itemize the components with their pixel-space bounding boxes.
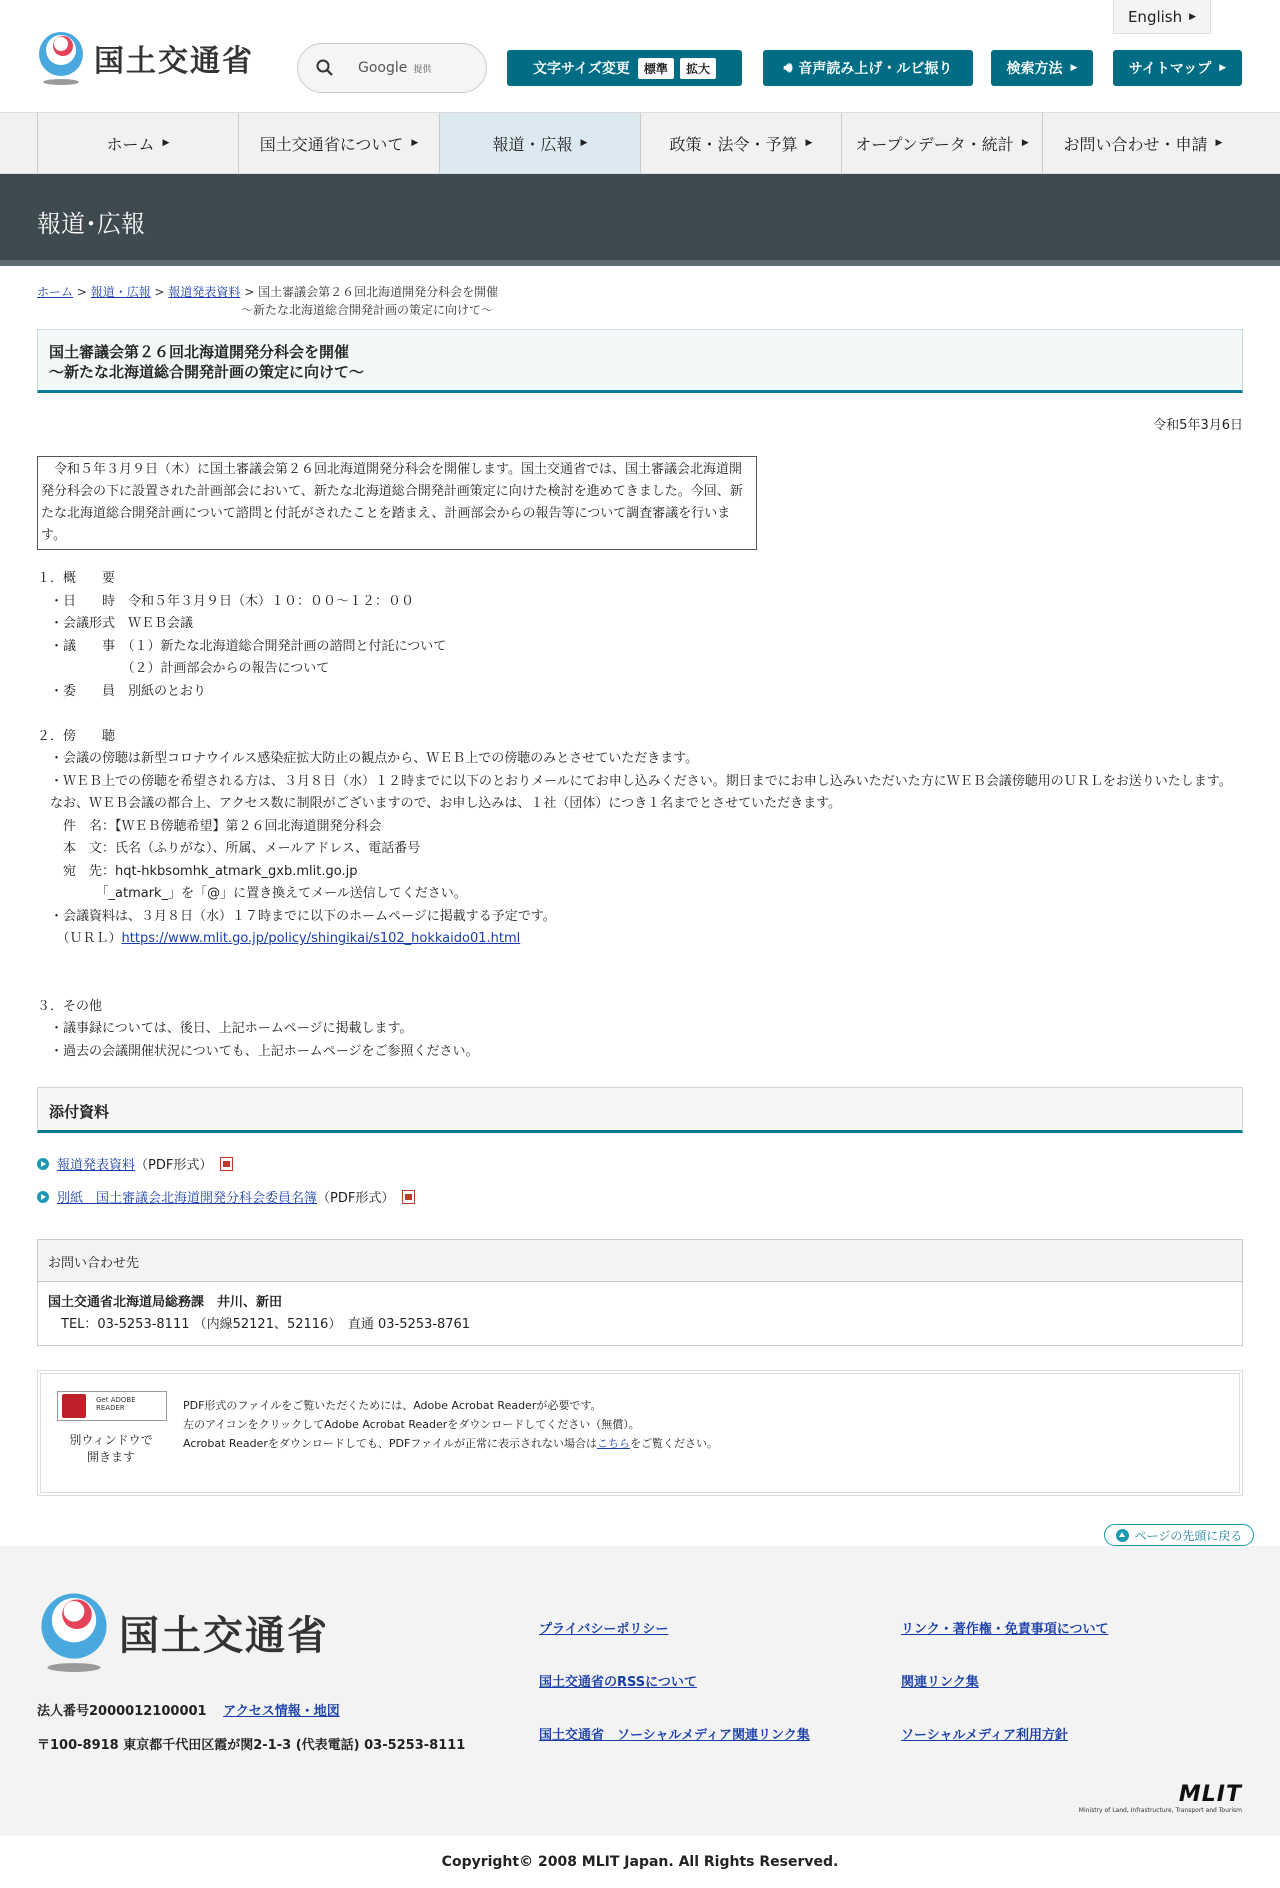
nav-policy[interactable] <box>640 113 841 173</box>
sitemap-button[interactable] <box>1113 50 1242 86</box>
font-size-label: 文字サイズ変更 <box>533 61 630 77</box>
contact-heading: お問い合わせ先 <box>38 1240 1242 1282</box>
footer-link-social[interactable]: 国土交通省 ソーシャルメディア関連リンク集 <box>539 1728 810 1743</box>
adobe-badge-text: Get ADOBE READER <box>96 1396 136 1412</box>
breadcrumb-home[interactable]: ホーム <box>37 285 74 299</box>
nav-opendata[interactable] <box>841 113 1042 173</box>
attachment-item <box>37 1154 233 1173</box>
footer-link-related[interactable]: 関連リンク集 <box>901 1675 979 1690</box>
contact-org: 国土交通省北海道局総務課 井川、新田 <box>48 1295 283 1310</box>
search-method-button[interactable] <box>991 50 1093 86</box>
triangle-right-icon: ▶ <box>1215 138 1223 148</box>
breadcrumb-current: 国土審議会第２６回北海道開発分科会を開催 <box>258 285 499 299</box>
arrow-up-icon <box>1116 1529 1129 1542</box>
release-date: 令和5年3月6日 <box>1153 418 1243 433</box>
arrow-bullet-icon <box>37 1158 49 1170</box>
search-method-label: 検索方法 <box>1006 61 1063 77</box>
breadcrumb: ホーム > 報道・広報 > 報道発表資料 > 国土審議会第２６回北海道開発分科会を開催 ～新たな北海道総合開発計画の策定に向けて～ <box>37 283 597 319</box>
nav-press[interactable] <box>439 113 640 173</box>
acrobat-line-2: 左のアイコンをクリックしてAdobe Acrobat Readerをダウンロードしてください（無償）。 <box>183 1418 640 1431</box>
pdf-icon <box>220 1157 233 1171</box>
nav-label: 政策・法令・予算 <box>669 134 798 154</box>
footer-link-copyright[interactable]: リンク・著作権・免責事項について <box>901 1622 1109 1637</box>
voice-label: 音声読み上げ・ルビ振り <box>798 61 953 77</box>
global-nav <box>0 112 1280 174</box>
attachments-heading: 添付資料 <box>37 1087 1243 1133</box>
nav-label: 報道・広報 <box>492 134 573 154</box>
lead-paragraph: 令和５年３月９日（木）に国土審議会第２６回北海道開発分科会を開催します。国土交通省では、国土審議会北海道開発分科会の下に設置された計画部会において、新たな北海道総合開発計画策定に向けた検討を進めてきました。今回、新たな北海道総合開発計画について諮問と付託がされたことを踏まえ、計画部会からの報告等について調査審議を行います。 <box>37 456 757 550</box>
access-map-link[interactable]: アクセス情報・地図 <box>223 1704 340 1719</box>
mlit-emblem-icon <box>37 1590 111 1674</box>
triangle-right-icon: ▶ <box>411 138 419 148</box>
footer-link-rss[interactable]: 国土交通省のRSSについて <box>539 1675 697 1690</box>
nav-label: オープンデータ・統計 <box>855 134 1014 154</box>
footer-link-privacy[interactable]: プライバシーポリシー <box>539 1622 669 1637</box>
new-window-line-1: 別ウィンドウで <box>69 1433 153 1447</box>
acrobat-text <box>183 1396 718 1453</box>
adobe-icon <box>62 1394 86 1418</box>
site-header <box>0 0 1280 112</box>
page-title: 報道･広報 <box>37 210 145 238</box>
font-standard-button[interactable]: 標準 <box>638 58 674 79</box>
body-section-3: ３．その他 ・議事録については、後日、上記ホームページに掲載します。 ・過去の会議開催状況についても、上記ホームページをご参照ください。 <box>37 998 479 1059</box>
font-size-control <box>507 50 742 86</box>
attachment-format: （PDF形式） <box>135 1158 213 1173</box>
breadcrumb-releases[interactable]: 報道発表資料 <box>168 285 241 299</box>
body-section-1-2: １．概 要 ・日 時 令和５年３月９日（木）１０：００～１２：００ ・会議形式 ＷＥＢ会議 ・議 事 （１）新たな北海道総合開発計画の諮問と付託について （２）計画部会からの報告について ・委 員 別紙のとおり ２．傍 聴 ・会議の傍聴は新型コロナウイルス感染症拡大防止の観点から、ＷＥＢ上での傍聴のみとさせていただきます。 ・ＷＥＢ上での傍聴を希望される方は、３月８日（水）１２時までに以下のとおりメールにてお申し込みください。期日までにお申し込みいただいた方にＷＥＢ会議傍聴用のＵＲＬをお送りいたします。 なお、ＷＥＢ会議の都合上、アクセス数に制限がございますので、お申し込みは、１社（団体）につき１名までとさせていただきます。 件 名：【ＷＥＢ傍聴希望】第２６回北海道開発分科会 本 文：氏名（ふりがな）、所属、メールアドレス、電話番号 宛 先：hqt-hkbsomhk_atmark_gxb.mlit.go.jp 「_atmark_」を「@」に置き換えてメール送信してください。 ・会議資料は、３月８日（水）１７時までに以下のホームページに掲載する予定です。 （ＵＲＬ） <box>37 571 1232 946</box>
arrow-bullet-icon <box>37 1191 49 1203</box>
attachment-link-press-release[interactable]: 報道発表資料 <box>57 1158 136 1173</box>
triangle-right-icon: ▶ <box>580 138 588 148</box>
site-footer <box>0 1546 1280 1836</box>
triangle-right-icon: ▶ <box>1219 63 1227 73</box>
footer-address: 〒100-8918 東京都千代田区霞が関2-1-3 (代表電話) 03-5253-8111 <box>37 1738 466 1753</box>
triangle-right-icon: ▶ <box>1070 63 1078 73</box>
search-placeholder: Google 提供 <box>358 60 432 76</box>
footer-logo-text: 国土交通省 <box>119 1612 329 1659</box>
search-input[interactable] <box>297 43 487 93</box>
page-title-band <box>0 174 1280 266</box>
back-to-top-button[interactable] <box>1104 1524 1254 1546</box>
acrobat-notice <box>37 1370 1243 1496</box>
speaker-icon: 🔊︎ <box>783 60 793 76</box>
copyright: Copyright© 2008 MLIT Japan. All Rights Reserved. <box>0 1836 1280 1888</box>
nav-contact[interactable] <box>1042 113 1243 173</box>
article-title-line-1: 国土審議会第２６回北海道開発分科会を開催 <box>49 343 350 361</box>
nav-home[interactable] <box>37 113 238 173</box>
back-to-top-label: ページの先頭に戻る <box>1134 1528 1243 1543</box>
english-link[interactable] <box>1113 0 1211 34</box>
nav-about[interactable] <box>238 113 439 173</box>
voice-ruby-button[interactable] <box>763 50 973 86</box>
corporate-number <box>37 1700 340 1719</box>
font-large-button[interactable]: 拡大 <box>680 58 716 79</box>
triangle-right-icon: ▶ <box>805 138 813 148</box>
new-window-note <box>61 1432 161 1466</box>
nav-label: お問い合わせ・申請 <box>1063 134 1208 154</box>
acrobat-help-link[interactable]: こちら <box>597 1437 631 1450</box>
footer-logo[interactable] <box>37 1590 329 1674</box>
pdf-icon <box>402 1190 415 1204</box>
article-title <box>37 329 1243 393</box>
article-title-line-2: ～新たな北海道総合開発計画の策定に向けて～ <box>49 363 365 381</box>
acrobat-line-1: PDF形式のファイルをご覧いただくためには、Adobe Acrobat Readerが必要です。 <box>183 1399 602 1412</box>
triangle-right-icon: ▶ <box>1189 11 1197 22</box>
corporate-number-text: 法人番号2000012100001 <box>37 1704 207 1719</box>
nav-label: ホーム <box>106 134 155 154</box>
footer-link-social-policy[interactable]: ソーシャルメディア利用方針 <box>901 1728 1069 1743</box>
attachment-format: （PDF形式） <box>317 1191 395 1206</box>
sitemap-label: サイトマップ <box>1128 61 1212 77</box>
breadcrumb-current-sub: ～新たな北海道総合開発計画の策定に向けて～ <box>241 303 494 317</box>
mlit-emblem-icon <box>36 30 86 86</box>
mlit-logo[interactable] <box>36 30 254 86</box>
nav-label: 国土交通省について <box>259 134 404 154</box>
search-icon <box>316 59 334 77</box>
triangle-right-icon: ▶ <box>162 138 170 148</box>
mlit-wordmark-sub: Ministry of Land, Infrastructure, Transport and Tourism <box>1078 1807 1242 1814</box>
breadcrumb-press[interactable]: 報道・広報 <box>90 285 151 299</box>
logo-text: 国土交通省 <box>94 44 254 79</box>
meeting-url-link[interactable]: https://www.mlit.go.jp/policy/shingikai/s102_hokkaido01.html <box>121 931 521 946</box>
mlit-wordmark <box>1079 1782 1242 1814</box>
mlit-wordmark-text: MLIT <box>1178 1782 1242 1807</box>
english-label: English <box>1127 7 1183 26</box>
attachment-item <box>37 1187 415 1206</box>
acrobat-line-3-end: をご覧ください。 <box>630 1437 719 1450</box>
contact-box <box>37 1239 1243 1346</box>
article-body <box>37 568 1243 1063</box>
acrobat-line-3: Acrobat Readerをダウンロードしても、PDFファイルが正常に表示されない場合は <box>183 1437 598 1450</box>
new-window-line-2: 開きます <box>86 1450 135 1464</box>
contact-tel: TEL：03-5253-8111 （内線52121、52116） 直通 03-5253-8761 <box>48 1317 471 1332</box>
attachment-link-member-list[interactable]: 別紙 国土審議会北海道開発分科会委員名簿 <box>57 1191 318 1206</box>
get-adobe-reader-button[interactable] <box>57 1391 167 1421</box>
triangle-right-icon: ▶ <box>1021 138 1029 148</box>
